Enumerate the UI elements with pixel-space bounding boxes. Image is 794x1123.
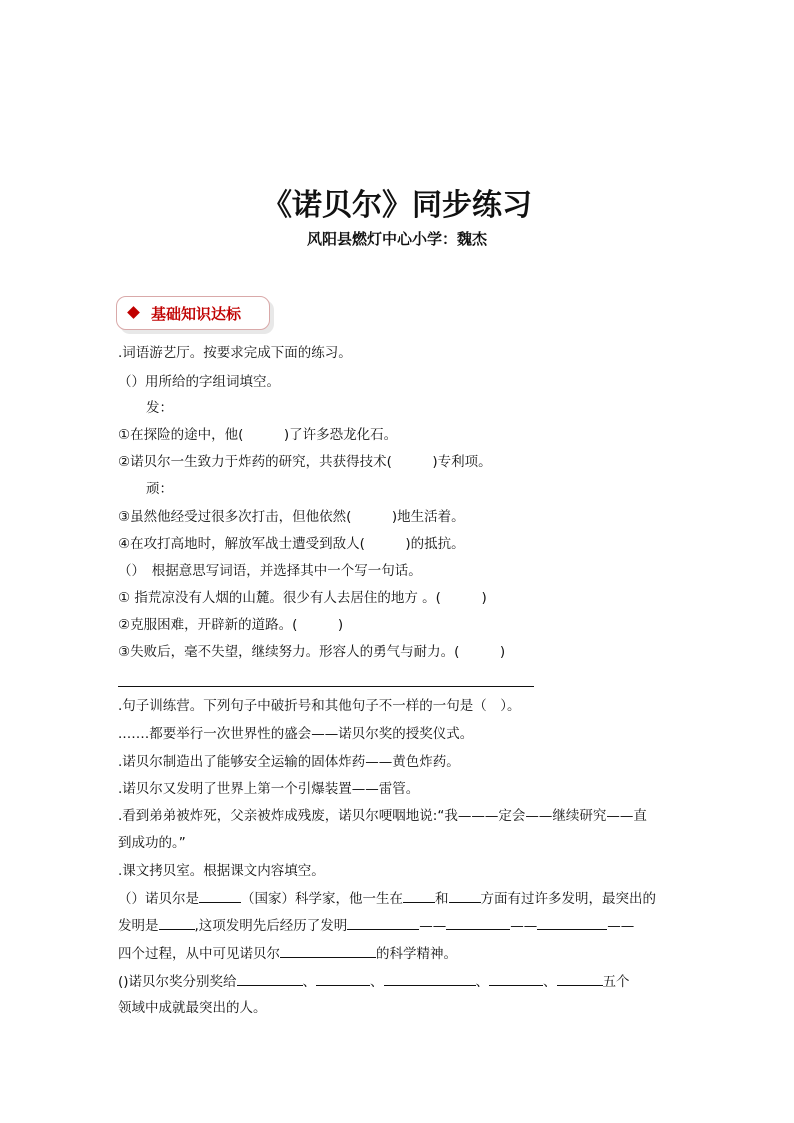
separator: 、 bbox=[543, 974, 557, 990]
sub-question-2: （） 根据意思写词语，并选择其中一个写一句话。 bbox=[118, 563, 422, 579]
blank-stage-2[interactable] bbox=[446, 915, 510, 930]
separator: 、 bbox=[302, 974, 317, 990]
option-4: .看到弟弟被炸死，父亲被炸成残废，诺贝尔哽咽地说:“我———定会——继续研究——直 bbox=[118, 808, 647, 824]
answer-line[interactable] bbox=[118, 686, 534, 687]
fill-text: ,这项发明先后经历了发明 bbox=[194, 918, 348, 934]
section-label: 基础知识达标 bbox=[151, 305, 242, 323]
fill-text: （）诺贝尔是 bbox=[118, 891, 199, 907]
option-3: .诺贝尔又发明了世界上第一个引爆装置——雷管。 bbox=[118, 781, 420, 797]
dash: —— bbox=[607, 918, 635, 934]
item-1: ①在探险的途中，他( )了许多恐龙化石。 bbox=[118, 427, 398, 443]
item-2: ②诺贝尔一生致力于炸药的研究，共获得技术( )专利项。 bbox=[118, 454, 492, 470]
blank-stage-3[interactable] bbox=[537, 915, 607, 930]
option-4-cont: 到成功的。” bbox=[118, 835, 186, 851]
sub-question-1: （）用所给的字组词填空。 bbox=[118, 374, 280, 390]
char-wan-label: 顽： bbox=[146, 481, 173, 497]
fill-line-4 bbox=[118, 971, 630, 992]
fill-text: 的科学精神。 bbox=[376, 946, 457, 962]
char-fa-label: 发： bbox=[146, 400, 173, 416]
dash: —— bbox=[419, 918, 447, 934]
blank-prize-2[interactable] bbox=[316, 971, 370, 986]
blank-invention[interactable] bbox=[159, 915, 195, 930]
option-1: .……都要举行一次世界性的盛会——诺贝尔奖的授奖仪式。 bbox=[118, 726, 474, 742]
diamond-icon bbox=[127, 306, 140, 319]
option-2: .诺贝尔制造出了能够安全运输的固体炸药——黄色炸药。 bbox=[118, 754, 460, 770]
separator: 、 bbox=[370, 974, 384, 990]
blank-field-1[interactable] bbox=[403, 888, 435, 903]
page-title: 《诺贝尔》同步练习 bbox=[262, 188, 532, 223]
question-1-heading: .词语游艺厅。按要求完成下面的练习。 bbox=[118, 345, 352, 361]
dash: —— bbox=[510, 918, 538, 934]
meaning-1: ① 指荒凉没有人烟的山麓。很少有人去居住的地方 。( ) bbox=[118, 590, 487, 606]
blank-prize-3[interactable] bbox=[384, 971, 476, 986]
meaning-2: ②克服困难，开辟新的道路。( ) bbox=[118, 617, 344, 633]
blank-field-2[interactable] bbox=[449, 888, 481, 903]
meaning-3: ③失败后，毫不失望，继续努力。形容人的勇气与耐力。( ) bbox=[118, 644, 506, 660]
blank-stage-1[interactable] bbox=[347, 915, 419, 930]
fill-text: 和 bbox=[435, 891, 449, 907]
blank-prize-1[interactable] bbox=[237, 971, 303, 986]
blank-country[interactable] bbox=[199, 888, 241, 903]
fill-line-3 bbox=[118, 943, 457, 964]
page-subtitle: 风阳县燃灯中心小学：魏杰 bbox=[306, 230, 487, 248]
item-4: ④在攻打高地时，解放军战士遭受到敌人( )的抵抗。 bbox=[118, 536, 465, 552]
fill-text: ()诺贝尔奖分别奖给 bbox=[118, 974, 237, 990]
section-header bbox=[116, 296, 270, 330]
fill-text: 方面有过许多发明，最突出的 bbox=[480, 891, 656, 907]
fill-text: （国家）科学家，他一生在 bbox=[241, 891, 403, 907]
fill-line-1 bbox=[118, 888, 656, 909]
item-3: ③虽然他经受过很多次打击，但他依然( )地生活着。 bbox=[118, 509, 465, 525]
blank-prize-4[interactable] bbox=[489, 971, 543, 986]
fill-line-2 bbox=[118, 915, 634, 936]
fill-line-5: 领域中成就最突出的人。 bbox=[118, 1000, 267, 1016]
fill-text: 五个 bbox=[602, 974, 630, 990]
question-3-heading: .课文拷贝室。根据课文内容填空。 bbox=[118, 863, 325, 879]
blank-prize-5[interactable] bbox=[557, 971, 603, 986]
fill-text: 发明是 bbox=[118, 918, 159, 934]
separator: 、 bbox=[475, 974, 490, 990]
blank-spirit[interactable] bbox=[280, 943, 376, 958]
fill-text: 四个过程，从中可见诺贝尔 bbox=[118, 946, 280, 962]
question-2-heading: .句子训练营。下列句子中破折号和其他句子不一样的一句是（ ）。 bbox=[118, 698, 521, 714]
